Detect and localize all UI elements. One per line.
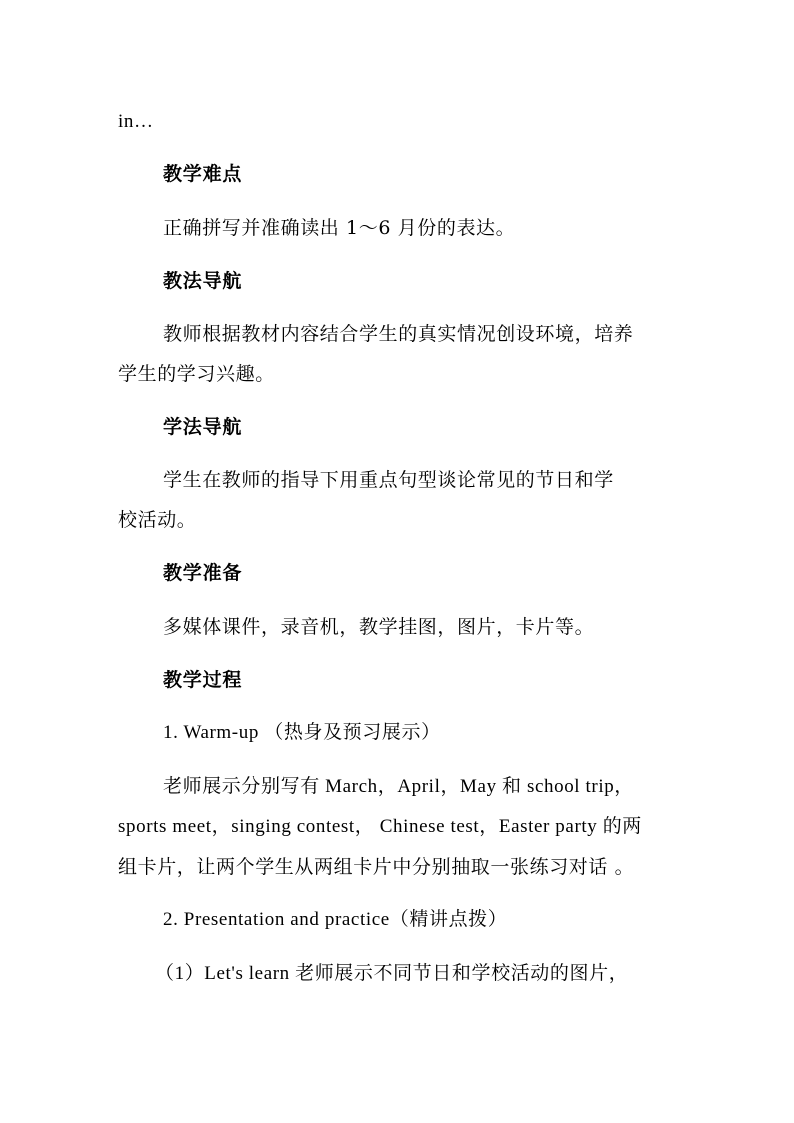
heading-teaching-preparation: 教学准备 (163, 562, 243, 584)
heading-teaching-process: 教学过程 (163, 669, 243, 691)
paragraph-learning-method-line2: 校活动。 (118, 509, 197, 531)
paragraph-teaching-preparation: 多媒体课件，录音机，教学挂图，图片，卡片等。 (163, 616, 595, 638)
paragraph-teaching-difficulties: 正确拼写并准确读出 1～6 月份的表达。 (163, 217, 516, 239)
paragraph-teaching-method-line1: 教师根据教材内容结合学生的真实情况创设环境，培养 (163, 323, 634, 345)
paragraph-teaching-method-line2: 学生的学习兴趣。 (118, 363, 275, 385)
step-warm-up: 1. Warm-up （热身及预习展示） (163, 722, 441, 743)
paragraph-warm-up-line2: sports meet，singing contest， Chinese test，Easter party 的两 (118, 816, 642, 837)
heading-teaching-difficulties: 教学难点 (163, 163, 243, 185)
paragraph-learning-method-line1: 学生在教师的指导下用重点句型谈论常见的节日和学 (163, 469, 614, 491)
paragraph-warm-up-line1: 老师展示分别写有 March，April，May 和 school trip， (163, 776, 634, 797)
heading-teaching-method: 教法导航 (163, 270, 243, 292)
paragraph-warm-up-line3: 组卡片，让两个学生从两组卡片中分别抽取一张练习对话 。 (118, 856, 635, 878)
heading-learning-method: 学法导航 (163, 416, 243, 438)
text-line-continuation: in… (118, 111, 154, 132)
paragraph-lets-learn: （1）Let's learn 老师展示不同节日和学校活动的图片， (155, 963, 629, 984)
step-presentation-practice: 2. Presentation and practice（精讲点拨） (163, 909, 508, 930)
